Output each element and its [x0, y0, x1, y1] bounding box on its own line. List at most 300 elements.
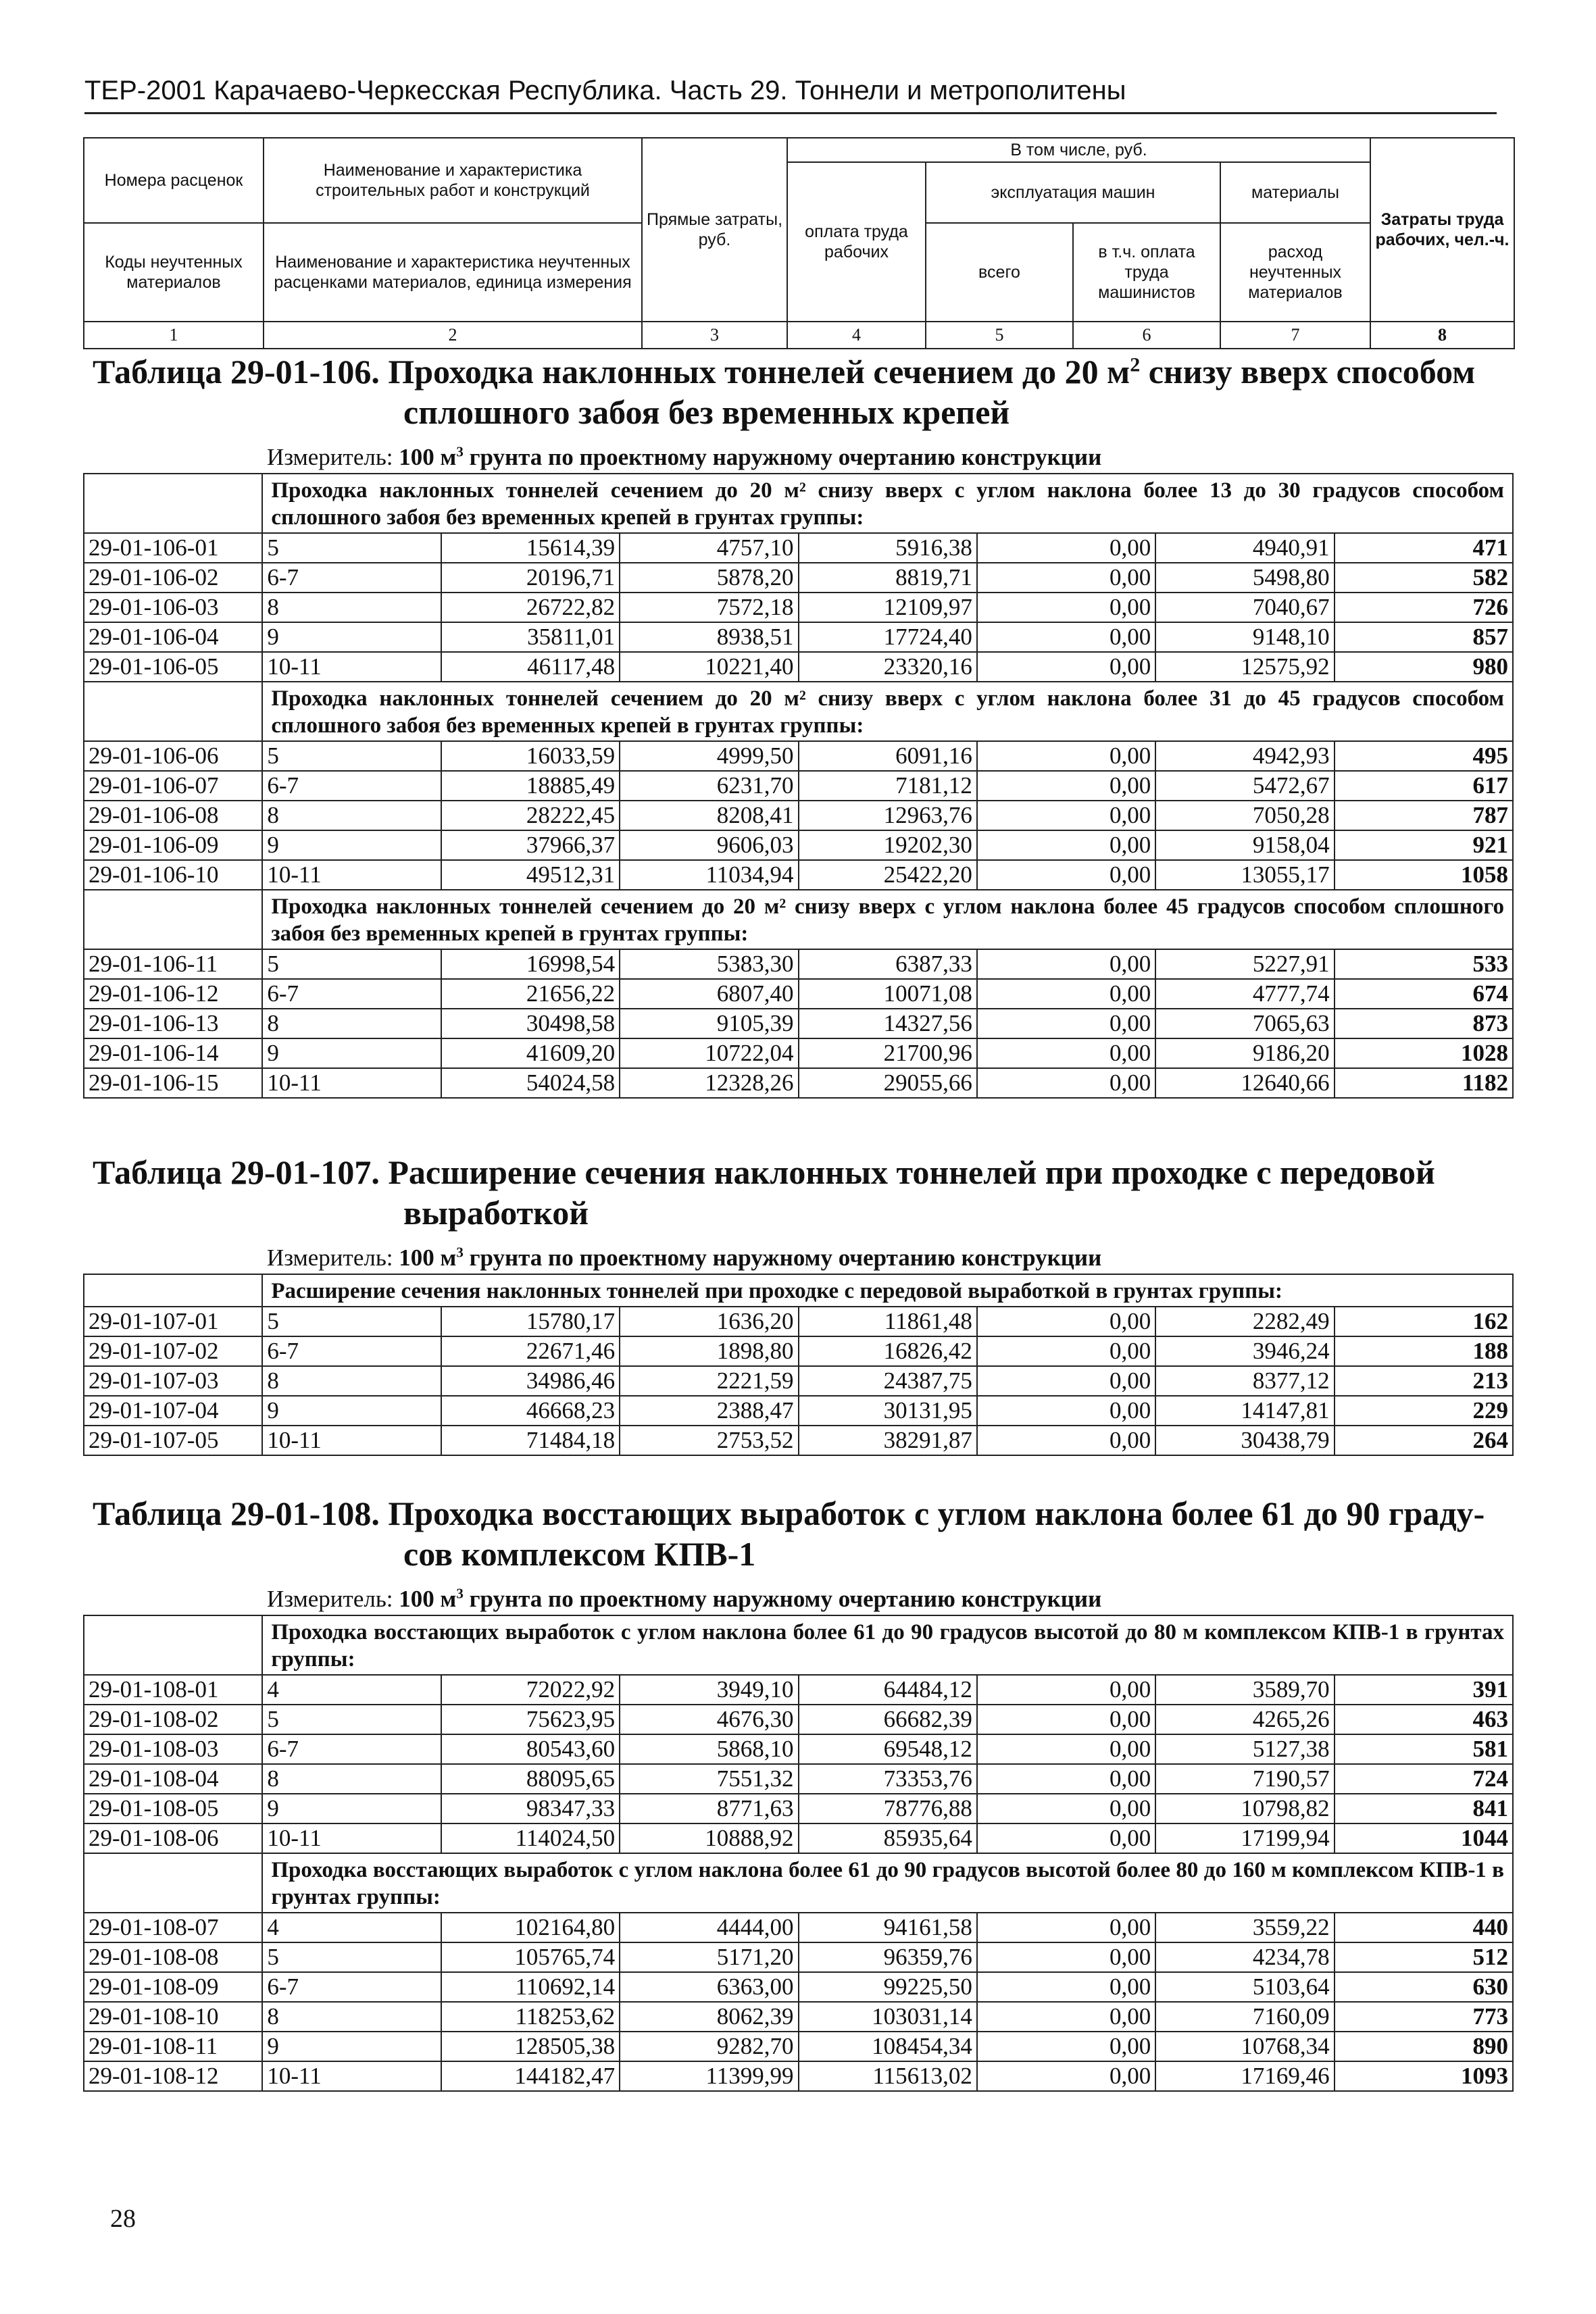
- table-row: [84, 1038, 1513, 1068]
- table-cell: 0,00: [977, 1913, 1155, 1942]
- table-cell: 0,00: [977, 1009, 1155, 1038]
- meter-part: Измеритель:: [267, 1244, 399, 1271]
- table-row: [84, 1972, 1513, 2002]
- table-cell: 512: [1335, 1942, 1513, 1972]
- table-cell: 26722,82: [441, 593, 620, 622]
- col-header-labor-hours: Затраты труда рабочих, чел.-ч.: [1370, 138, 1514, 322]
- table-cell: 0,00: [977, 1942, 1155, 1972]
- table-cell: 8062,39: [620, 2002, 798, 2032]
- table-cell: 34986,46: [441, 1366, 620, 1396]
- table-cell: 9186,20: [1155, 1038, 1334, 1068]
- table-cell: 8: [262, 593, 441, 622]
- table-cell: 8377,12: [1155, 1366, 1334, 1396]
- rate-table-section: [83, 351, 1514, 1099]
- table-cell: 495: [1335, 741, 1513, 771]
- meter-part: 100 м: [399, 444, 457, 470]
- col-header-direct-costs: Прямые затраты, руб.: [642, 138, 787, 322]
- table-row: [84, 593, 1513, 622]
- table-cell: 4999,50: [620, 741, 798, 771]
- table-cell: 0,00: [977, 2002, 1155, 2032]
- col-header-machines-total: всего: [926, 223, 1073, 322]
- table-cell: 35811,01: [441, 622, 620, 652]
- table-cell: 1028: [1335, 1038, 1513, 1068]
- table-row: [84, 1764, 1513, 1794]
- rate-table-section: [83, 1152, 1514, 1456]
- table-row: [84, 830, 1513, 860]
- subtitle-blank-cell: [84, 1615, 262, 1675]
- table-cell: 9282,70: [620, 2032, 798, 2061]
- table-title-sup: 2: [1130, 353, 1141, 376]
- rate-code-cell: 29-01-107-01: [84, 1307, 262, 1336]
- table-cell: 108454,34: [799, 2032, 977, 2061]
- table-cell: 630: [1335, 1972, 1513, 2002]
- table-row: [84, 1068, 1513, 1098]
- rate-code-cell: 29-01-108-01: [84, 1675, 262, 1705]
- col-num: 7: [1220, 322, 1370, 349]
- table-cell: 16033,59: [441, 741, 620, 771]
- table-cell: 0,00: [977, 533, 1155, 563]
- table-title: [83, 1493, 1514, 1574]
- table-cell: 1182: [1335, 1068, 1513, 1098]
- rate-code-cell: 29-01-106-04: [84, 622, 262, 652]
- col-header-machines: эксплуатация машин: [926, 162, 1220, 223]
- table-cell: 264: [1335, 1426, 1513, 1455]
- table-meter: [83, 442, 1514, 473]
- table-cell: 6387,33: [799, 949, 977, 979]
- table-cell: 38291,87: [799, 1426, 977, 1455]
- table-cell: 0,00: [977, 771, 1155, 801]
- rate-code-cell: 29-01-108-08: [84, 1942, 262, 1972]
- table-cell: 533: [1335, 949, 1513, 979]
- meter-part: 3: [456, 1244, 464, 1261]
- table-cell: 8: [262, 801, 441, 830]
- col-num: 3: [642, 322, 787, 349]
- rate-code-cell: 29-01-108-03: [84, 1734, 262, 1764]
- table-cell: 71484,18: [441, 1426, 620, 1455]
- table-cell: 18885,49: [441, 771, 620, 801]
- table-cell: 9: [262, 2032, 441, 2061]
- group-subtitle: Проходка наклонных тоннелей сечением до 20 м² снизу вверх с углом наклона более 13 до 30 градусов способом сплошного забоя без временных крепей в грунтах группы:: [262, 474, 1513, 533]
- table-cell: 1058: [1335, 860, 1513, 890]
- table-row: [84, 533, 1513, 563]
- table-title-text: Таблица 29-01-108. Проходка восстающих выработок с углом наклона более 61 до 90 граду-: [93, 1494, 1485, 1532]
- table-cell: 0,00: [977, 1675, 1155, 1705]
- table-cell: 6-7: [262, 771, 441, 801]
- table-cell: 0,00: [977, 1794, 1155, 1823]
- table-cell: 7050,28: [1155, 801, 1334, 830]
- table-title: [83, 1152, 1514, 1233]
- col-header-worker-pay: оплата труда рабочих: [787, 162, 926, 322]
- table-cell: 144182,47: [441, 2061, 620, 2091]
- table-cell: 9606,03: [620, 830, 798, 860]
- group-subtitle-row: [84, 1615, 1513, 1675]
- table-row: [84, 2032, 1513, 2061]
- table-cell: 890: [1335, 2032, 1513, 2061]
- rate-table: [83, 473, 1514, 1099]
- table-cell: 88095,65: [441, 1764, 620, 1794]
- table-cell: 724: [1335, 1764, 1513, 1794]
- table-cell: 4234,78: [1155, 1942, 1334, 1972]
- table-row: [84, 1396, 1513, 1426]
- rate-code-cell: 29-01-106-01: [84, 533, 262, 563]
- table-cell: 10221,40: [620, 652, 798, 682]
- rate-code-cell: 29-01-108-11: [84, 2032, 262, 2061]
- table-cell: 8: [262, 2002, 441, 2032]
- table-cell: 0,00: [977, 2061, 1155, 2091]
- rate-code-cell: 29-01-108-07: [84, 1913, 262, 1942]
- table-cell: 78776,88: [799, 1794, 977, 1823]
- table-cell: 11034,94: [620, 860, 798, 890]
- table-cell: 15614,39: [441, 533, 620, 563]
- rate-code-cell: 29-01-106-11: [84, 949, 262, 979]
- col-header-code: Номера расценок: [84, 138, 264, 223]
- table-cell: 5498,80: [1155, 563, 1334, 593]
- table-cell: 28222,45: [441, 801, 620, 830]
- col-num: 1: [84, 322, 264, 349]
- table-cell: 0,00: [977, 741, 1155, 771]
- table-cell: 128505,38: [441, 2032, 620, 2061]
- table-cell: 726: [1335, 593, 1513, 622]
- table-cell: 7065,63: [1155, 1009, 1334, 1038]
- table-cell: 440: [1335, 1913, 1513, 1942]
- table-cell: 10-11: [262, 652, 441, 682]
- table-cell: 921: [1335, 830, 1513, 860]
- table-cell: 10-11: [262, 1426, 441, 1455]
- table-row: [84, 1426, 1513, 1455]
- table-cell: 5: [262, 741, 441, 771]
- table-row: [84, 1734, 1513, 1764]
- table-cell: 1898,80: [620, 1336, 798, 1366]
- table-cell: 16998,54: [441, 949, 620, 979]
- subtitle-blank-cell: [84, 682, 262, 741]
- table-cell: 4444,00: [620, 1913, 798, 1942]
- table-cell: 6091,16: [799, 741, 977, 771]
- col-num: 8: [1370, 322, 1514, 349]
- rate-code-cell: 29-01-107-04: [84, 1396, 262, 1426]
- table-cell: 10-11: [262, 1823, 441, 1853]
- table-cell: 6-7: [262, 1336, 441, 1366]
- table-cell: 21656,22: [441, 979, 620, 1009]
- table-cell: 41609,20: [441, 1038, 620, 1068]
- table-cell: 9105,39: [620, 1009, 798, 1038]
- table-cell: 9148,10: [1155, 622, 1334, 652]
- col-num: 4: [787, 322, 926, 349]
- table-title-continuation: сов комплексом КПВ-1: [403, 1535, 756, 1573]
- table-row: [84, 2002, 1513, 2032]
- table-row: [84, 1913, 1513, 1942]
- table-cell: 3589,70: [1155, 1675, 1334, 1705]
- table-cell: 8: [262, 1764, 441, 1794]
- table-cell: 0,00: [977, 949, 1155, 979]
- table-cell: 5227,91: [1155, 949, 1334, 979]
- rate-code-cell: 29-01-106-06: [84, 741, 262, 771]
- rate-code-cell: 29-01-108-12: [84, 2061, 262, 2091]
- table-cell: 30498,58: [441, 1009, 620, 1038]
- table-row: [84, 1009, 1513, 1038]
- meter-part: грунта по проектному наружному очертанию конструкции: [463, 1586, 1102, 1612]
- table-cell: 6-7: [262, 1972, 441, 2002]
- table-cell: 37966,37: [441, 830, 620, 860]
- rate-code-cell: 29-01-106-14: [84, 1038, 262, 1068]
- meter-part: Измеритель:: [267, 444, 399, 470]
- table-cell: 6807,40: [620, 979, 798, 1009]
- table-cell: 13055,17: [1155, 860, 1334, 890]
- group-subtitle: Проходка восстающих выработок с углом наклона более 61 до 90 градусов высотой до 80 м комплексом КПВ-1 в грунтах группы:: [262, 1615, 1513, 1675]
- rate-code-cell: 29-01-106-02: [84, 563, 262, 593]
- table-title-text: Таблица 29-01-106. Проходка наклонных тоннелей сечением до 20 м: [93, 353, 1130, 391]
- table-cell: 10798,82: [1155, 1794, 1334, 1823]
- table-cell: 582: [1335, 563, 1513, 593]
- table-title-text: снизу вверх способом: [1140, 353, 1476, 391]
- table-row: [84, 949, 1513, 979]
- table-cell: 9: [262, 1794, 441, 1823]
- table-cell: 80543,60: [441, 1734, 620, 1764]
- table-row: [84, 1307, 1513, 1336]
- table-cell: 5: [262, 949, 441, 979]
- table-cell: 4942,93: [1155, 741, 1334, 771]
- rate-code-cell: 29-01-106-10: [84, 860, 262, 890]
- group-subtitle: Проходка восстающих выработок с углом наклона более 61 до 90 градусов высотой более 80 до 160 м комплексом КПВ-1 в грунтах группы:: [262, 1853, 1513, 1913]
- table-cell: 98347,33: [441, 1794, 620, 1823]
- table-cell: 980: [1335, 652, 1513, 682]
- group-subtitle: Расширение сечения наклонных тоннелей при проходке с передовой выработкой в грунтах группы:: [262, 1274, 1513, 1307]
- table-cell: 2753,52: [620, 1426, 798, 1455]
- table-cell: 14327,56: [799, 1009, 977, 1038]
- table-cell: 16826,42: [799, 1336, 977, 1366]
- table-cell: 8: [262, 1009, 441, 1038]
- table-cell: 105765,74: [441, 1942, 620, 1972]
- table-cell: 3946,24: [1155, 1336, 1334, 1366]
- page-number: 28: [110, 2205, 136, 2233]
- rate-code-cell: 29-01-107-02: [84, 1336, 262, 1366]
- rate-table-section: [83, 1493, 1514, 2092]
- table-cell: 15780,17: [441, 1307, 620, 1336]
- subtitle-blank-cell: [84, 890, 262, 949]
- col-header-material-name: Наименование и характеристика неучтенных расценками материалов, единица измерения: [264, 223, 642, 322]
- col-header-including: В том числе, руб.: [787, 138, 1370, 162]
- table-row: [84, 1336, 1513, 1366]
- table-meter: [83, 1242, 1514, 1274]
- table-cell: 5383,30: [620, 949, 798, 979]
- table-cell: 4940,91: [1155, 533, 1334, 563]
- column-header-table: [83, 137, 1515, 349]
- table-cell: 581: [1335, 1734, 1513, 1764]
- table-cell: 46668,23: [441, 1396, 620, 1426]
- col-header-name: Наименование и характеристика строительных работ и конструкций: [264, 138, 642, 223]
- table-cell: 99225,50: [799, 1972, 977, 2002]
- col-header-material-code: Коды неучтенных материалов: [84, 223, 264, 322]
- table-cell: 0,00: [977, 1336, 1155, 1366]
- table-cell: 2221,59: [620, 1366, 798, 1396]
- group-subtitle-row: [84, 1274, 1513, 1307]
- table-title-continuation: выработкой: [403, 1194, 589, 1232]
- table-cell: 229: [1335, 1396, 1513, 1426]
- table-cell: 10-11: [262, 860, 441, 890]
- group-subtitle: Проходка наклонных тоннелей сечением до 20 м² снизу вверх с углом наклона более 45 градусов способом сплошного забоя без временных крепей в грунтах группы:: [262, 890, 1513, 949]
- col-num: 5: [926, 322, 1073, 349]
- table-cell: 29055,66: [799, 1068, 977, 1098]
- table-cell: 30438,79: [1155, 1426, 1334, 1455]
- table-cell: 213: [1335, 1366, 1513, 1396]
- table-row: [84, 979, 1513, 1009]
- table-cell: 19202,30: [799, 830, 977, 860]
- table-cell: 64484,12: [799, 1675, 977, 1705]
- table-cell: 5: [262, 1942, 441, 1972]
- table-cell: 6231,70: [620, 771, 798, 801]
- table-row: [84, 801, 1513, 830]
- table-cell: 10888,92: [620, 1823, 798, 1853]
- table-cell: 5: [262, 1307, 441, 1336]
- table-meter: [83, 1584, 1514, 1615]
- rate-code-cell: 29-01-108-04: [84, 1764, 262, 1794]
- rate-code-cell: 29-01-108-02: [84, 1705, 262, 1734]
- table-cell: 10071,08: [799, 979, 977, 1009]
- table-cell: 162: [1335, 1307, 1513, 1336]
- table-cell: 857: [1335, 622, 1513, 652]
- table-cell: 69548,12: [799, 1734, 977, 1764]
- table-cell: 102164,80: [441, 1913, 620, 1942]
- table-cell: 114024,50: [441, 1823, 620, 1853]
- table-cell: 1093: [1335, 2061, 1513, 2091]
- rate-code-cell: 29-01-106-03: [84, 593, 262, 622]
- table-cell: 0,00: [977, 801, 1155, 830]
- table-cell: 0,00: [977, 1764, 1155, 1794]
- table-cell: 23320,16: [799, 652, 977, 682]
- table-cell: 4: [262, 1913, 441, 1942]
- rate-table: [83, 1615, 1514, 2092]
- rate-code-cell: 29-01-106-13: [84, 1009, 262, 1038]
- table-cell: 391: [1335, 1675, 1513, 1705]
- table-cell: 20196,71: [441, 563, 620, 593]
- table-cell: 5868,10: [620, 1734, 798, 1764]
- table-cell: 12575,92: [1155, 652, 1334, 682]
- rate-code-cell: 29-01-108-10: [84, 2002, 262, 2032]
- col-header-material-usage: расход неучтенных материалов: [1220, 223, 1370, 322]
- table-cell: 30131,95: [799, 1396, 977, 1426]
- col-num: 6: [1073, 322, 1220, 349]
- table-title-continuation: сплошного забоя без временных крепей: [403, 393, 1010, 431]
- table-cell: 0,00: [977, 1366, 1155, 1396]
- table-cell: 6363,00: [620, 1972, 798, 2002]
- table-cell: 5103,64: [1155, 1972, 1334, 2002]
- table-cell: 7040,67: [1155, 593, 1334, 622]
- table-cell: 674: [1335, 979, 1513, 1009]
- table-cell: 12328,26: [620, 1068, 798, 1098]
- table-cell: 6-7: [262, 979, 441, 1009]
- table-cell: 773: [1335, 2002, 1513, 2032]
- meter-part: 100 м: [399, 1586, 457, 1612]
- meter-part: 100 м: [399, 1244, 457, 1271]
- rate-code-cell: 29-01-107-03: [84, 1366, 262, 1396]
- table-row: [84, 1794, 1513, 1823]
- table-cell: 7181,12: [799, 771, 977, 801]
- table-row: [84, 1942, 1513, 1972]
- table-cell: 14147,81: [1155, 1396, 1334, 1426]
- table-row: [84, 771, 1513, 801]
- table-cell: 94161,58: [799, 1913, 977, 1942]
- table-cell: 17199,94: [1155, 1823, 1334, 1853]
- table-cell: 0,00: [977, 860, 1155, 890]
- table-cell: 1636,20: [620, 1307, 798, 1336]
- table-cell: 9: [262, 622, 441, 652]
- rate-code-cell: 29-01-108-06: [84, 1823, 262, 1853]
- table-cell: 21700,96: [799, 1038, 977, 1068]
- table-cell: 9: [262, 1396, 441, 1426]
- rate-code-cell: 29-01-106-07: [84, 771, 262, 801]
- table-cell: 10-11: [262, 1068, 441, 1098]
- table-cell: 5171,20: [620, 1942, 798, 1972]
- meter-part: Измеритель:: [267, 1586, 399, 1612]
- table-cell: 0,00: [977, 1972, 1155, 2002]
- table-cell: 0,00: [977, 622, 1155, 652]
- subtitle-blank-cell: [84, 1853, 262, 1913]
- table-row: [84, 2061, 1513, 2091]
- table-cell: 0,00: [977, 1307, 1155, 1336]
- table-cell: 8208,41: [620, 801, 798, 830]
- table-cell: 11399,99: [620, 2061, 798, 2091]
- table-cell: 25422,20: [799, 860, 977, 890]
- rate-code-cell: 29-01-106-08: [84, 801, 262, 830]
- table-row: [84, 652, 1513, 682]
- table-cell: 12109,97: [799, 593, 977, 622]
- table-cell: 115613,02: [799, 2061, 977, 2091]
- table-cell: 49512,31: [441, 860, 620, 890]
- table-cell: 17169,46: [1155, 2061, 1334, 2091]
- table-cell: 3949,10: [620, 1675, 798, 1705]
- table-cell: 188: [1335, 1336, 1513, 1366]
- table-cell: 24387,75: [799, 1366, 977, 1396]
- table-cell: 463: [1335, 1705, 1513, 1734]
- col-header-machinist-pay: в т.ч. оплата труда машинистов: [1073, 223, 1220, 322]
- table-cell: 118253,62: [441, 2002, 620, 2032]
- table-cell: 5878,20: [620, 563, 798, 593]
- header-rule: [84, 112, 1497, 114]
- table-cell: 0,00: [977, 1734, 1155, 1764]
- table-cell: 0,00: [977, 1068, 1155, 1098]
- table-row: [84, 1823, 1513, 1853]
- group-subtitle-row: [84, 1853, 1513, 1913]
- table-cell: 8819,71: [799, 563, 977, 593]
- table-cell: 54024,58: [441, 1068, 620, 1098]
- table-row: [84, 741, 1513, 771]
- table-cell: 5916,38: [799, 533, 977, 563]
- table-cell: 0,00: [977, 830, 1155, 860]
- group-subtitle-row: [84, 890, 1513, 949]
- table-cell: 2388,47: [620, 1396, 798, 1426]
- table-cell: 6-7: [262, 1734, 441, 1764]
- table-cell: 96359,76: [799, 1942, 977, 1972]
- table-cell: 8: [262, 1366, 441, 1396]
- table-cell: 4757,10: [620, 533, 798, 563]
- table-cell: 0,00: [977, 652, 1155, 682]
- table-cell: 17724,40: [799, 622, 977, 652]
- table-cell: 9158,04: [1155, 830, 1334, 860]
- table-cell: 4265,26: [1155, 1705, 1334, 1734]
- meter-part: 3: [456, 443, 464, 460]
- table-cell: 11861,48: [799, 1307, 977, 1336]
- table-cell: 85935,64: [799, 1823, 977, 1853]
- table-cell: 10768,34: [1155, 2032, 1334, 2061]
- table-cell: 5472,67: [1155, 771, 1334, 801]
- table-cell: 73353,76: [799, 1764, 977, 1794]
- rate-code-cell: 29-01-108-05: [84, 1794, 262, 1823]
- table-cell: 8938,51: [620, 622, 798, 652]
- table-cell: 110692,14: [441, 1972, 620, 2002]
- meter-part: грунта по проектному наружному очертанию конструкции: [463, 1244, 1102, 1271]
- table-cell: 5: [262, 1705, 441, 1734]
- rate-code-cell: 29-01-106-15: [84, 1068, 262, 1098]
- table-cell: 0,00: [977, 593, 1155, 622]
